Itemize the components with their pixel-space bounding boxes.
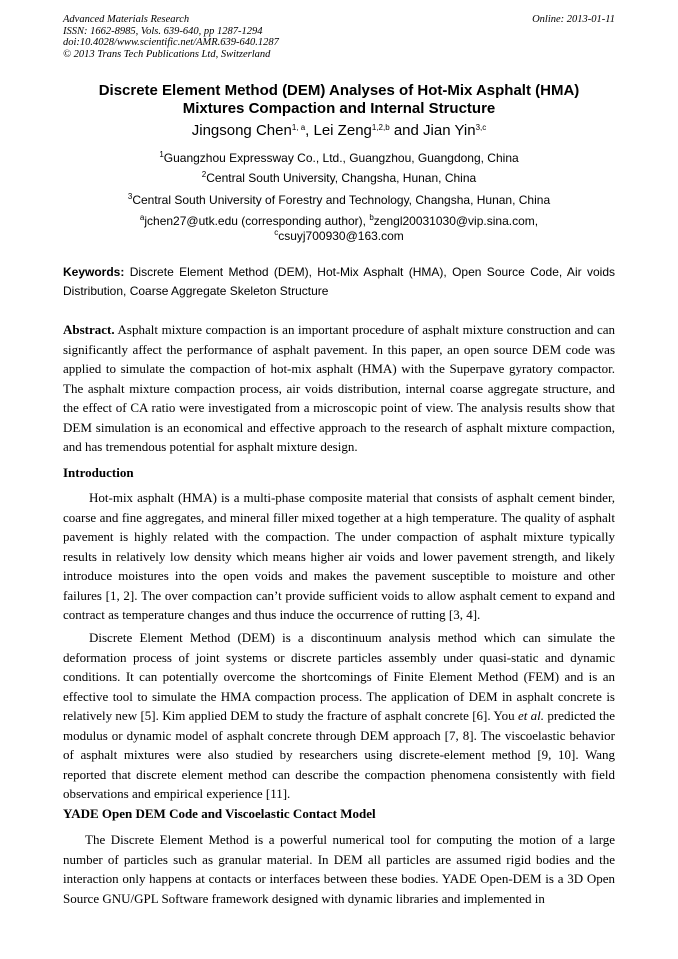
abstract-text: Asphalt mixture compaction is an important procedure of asphalt mixture construction and can significantly affect the performance of asphalt pavement. In this paper, an open source DEM code was applied to simulate the compaction of hot-mix asphalt (HMA) with the Superpave gyratory compactor. The asphalt mixture compaction process, air voids distribution, internal coarse aggregate structure, and the effect of CA ratio were investigated from a microscopic point of view. The analysis results show that DEM simulation is an economical and effective approach to the research of asphalt mixture compaction, and has tremendous potential for asphalt mixture design. xyxy=(63,322,615,454)
title-line-1: Discrete Element Method (DEM) Analyses of Hot-Mix Asphalt (HMA) xyxy=(98,82,580,99)
author-name: Jingsong Chen xyxy=(191,122,292,139)
author-separator: , xyxy=(305,122,314,139)
title-line-2: Mixtures Compaction and Internal Structure xyxy=(182,100,496,117)
affiliation-text: Central South University of Forestry and Technology, Changsha, Hunan, China xyxy=(132,193,551,207)
keywords-label: Keywords: xyxy=(63,265,125,279)
author-separator: and xyxy=(389,122,424,139)
affiliation-2 xyxy=(63,171,615,185)
doi-link[interactable]: doi:10.4028/www.scientific.net/AMR.639-640.1287 xyxy=(63,37,279,48)
online-date: Online: 2013-01-11 xyxy=(532,14,615,25)
email-superscript: c xyxy=(274,228,279,237)
keywords-text: Discrete Element Method (DEM), Hot-Mix Asphalt (HMA), Open Source Code, Air voids Distribution, Coarse Aggregate Skeleton Structure xyxy=(63,265,615,298)
section-heading-yade: YADE Open DEM Code and Viscoelastic Contact Model xyxy=(63,806,376,821)
author-superscript: 1, a xyxy=(291,123,306,132)
paragraph-text: predicted the modulus or dynamic model of asphalt concrete through DEM approach [7, 8]. The viscoelastic behavior of asphalt mixtures were also studied by researchers using discrete-element method [9, 10]. Wang reported that discrete element method can describe the compaction phenomena consistently with field observations and empirical experience [11]. xyxy=(63,708,615,801)
affiliation-text: Central South University, Changsha, Hunan, China xyxy=(206,171,477,185)
paragraph-text: Discrete Element Method (DEM) is a discontinuum analysis method which can simulate the deformation process of joint systems or discrete particles assembly under quasi-static and dynamic conditions. It can potentially overcome the shortcomings of Finite Element Method (FEM) and is an effective tool to simulate the HMA compaction process. The application of DEM in asphalt concrete is relatively new [5]. Kim applied DEM to study the fracture of asphalt concrete [6]. You xyxy=(63,630,615,723)
author-superscript: 3,c xyxy=(475,123,487,132)
author-list xyxy=(63,122,615,140)
yade-paragraph-1: The Discrete Element Method is a powerful numerical tool for computing the motion of a large number of particles such as granular material. In DEM all particles are assumed rigid bodies and the interaction only happens at contacts or interfaces between these bodies. YADE Open-DEM is a 3D Open Source GNU/GPL Software framework designed with dynamic libraries and implemented in xyxy=(63,832,615,906)
keywords-block xyxy=(63,263,615,301)
email-superscript: a xyxy=(139,213,145,222)
affiliation-3 xyxy=(63,193,615,207)
email-line-1 xyxy=(63,214,615,228)
author-superscript: 1,2,b xyxy=(371,123,390,132)
paper-title xyxy=(63,82,615,118)
email-address[interactable]: csuyj700930@163.com xyxy=(278,229,404,243)
etal-text: et al. xyxy=(517,708,545,723)
abstract-label: Abstract. xyxy=(63,322,115,337)
affiliation-superscript: 1 xyxy=(159,150,164,159)
intro-paragraph-1: Hot-mix asphalt (HMA) is a multi-phase composite material that consists of asphalt cement binder, coarse and fine aggregates, and mineral filler mixed together at a high temperature. The quality of asphalt pavement is highly related with the compaction. The under compaction of asphalt mixture typically results in relatively low density which means higher air voids and lower pavement strength, and likely introduce moistures into the open voids and makes the pavement susceptible to moisture and other failures [1, 2]. The over compaction can’t provide sufficient voids to allow asphalt cement to expand and contract as temperature changes and thus induce the occurrence of rutting [3, 4]. xyxy=(63,490,615,622)
journal-name: Advanced Materials Research xyxy=(63,14,190,25)
author-name: Lei Zeng xyxy=(313,122,372,139)
email-superscript: b xyxy=(369,213,374,222)
affiliation-superscript: 2 xyxy=(201,170,207,179)
affiliation-1 xyxy=(63,151,615,165)
section-heading-introduction: Introduction xyxy=(63,465,134,480)
affiliation-superscript: 3 xyxy=(127,192,133,201)
author-name: Jian Yin xyxy=(423,122,476,139)
issn-line: ISSN: 1662-8985, Vols. 639-640, pp 1287-1294 xyxy=(63,25,263,37)
email-address[interactable]: zengl20031030@vip.sina.com, xyxy=(373,214,539,228)
journal-header xyxy=(63,14,615,60)
email-line-2 xyxy=(63,229,615,243)
abstract-block xyxy=(63,320,615,457)
intro-paragraph-2 xyxy=(63,628,615,804)
affiliation-text: Guangzhou Expressway Co., Ltd., Guangzhou, Guangdong, China xyxy=(163,151,519,165)
copyright-line: © 2013 Trans Tech Publications Ltd, Switzerland xyxy=(63,48,271,60)
email-address[interactable]: jchen27@utk.edu (corresponding author), xyxy=(144,214,370,228)
